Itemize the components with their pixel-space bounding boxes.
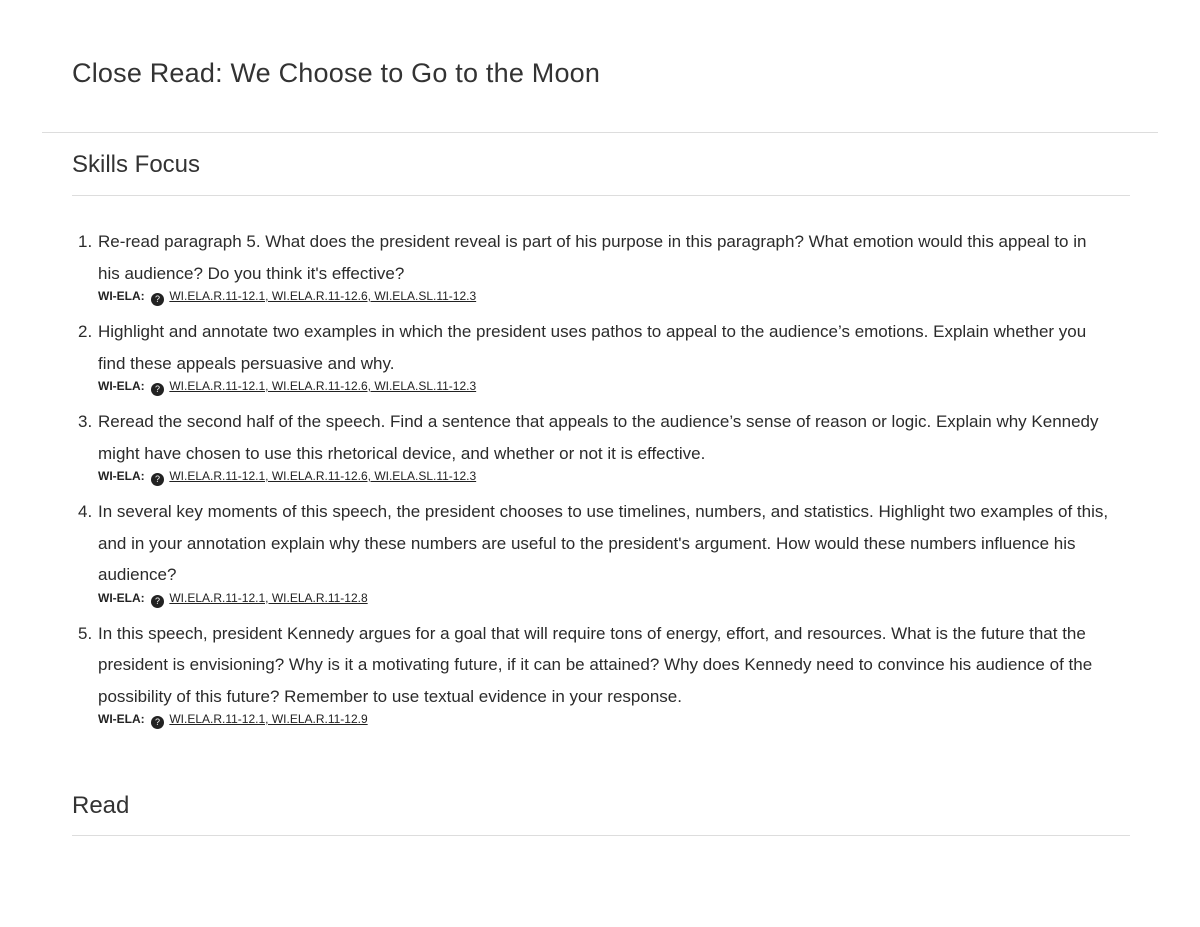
standards-link[interactable]: WI.ELA.R.11-12.1, WI.ELA.R.11-12.8 [169, 590, 368, 605]
question-number: 5. [78, 623, 93, 643]
standards-info-icon[interactable]: ? [151, 473, 164, 486]
standards-link[interactable]: WI.ELA.R.11-12.1, WI.ELA.R.11-12.6, WI.ELA.SL.11-12.3 [169, 469, 477, 483]
skills-focus-question-list [72, 226, 1112, 739]
standards-row [98, 468, 1112, 486]
question-number: 1. [78, 232, 93, 251]
standards-info-icon[interactable]: ? [151, 595, 164, 608]
question-number: 2. [78, 322, 93, 341]
skills-focus-divider [72, 195, 1130, 196]
question-item [72, 618, 1112, 730]
standards-info-icon[interactable]: ? [151, 293, 164, 306]
question-text: In several key moments of this speech, the president chooses to use timelines, numbers, and statistics. Highlight two examples of this, and in your annotation explain why these numbers are useful to the president's argument. How would these numbers influence his audience? [98, 502, 1109, 584]
skills-focus-heading: Skills Focus [72, 151, 201, 178]
standards-row [98, 288, 1112, 306]
question-item [72, 496, 1112, 608]
standards-label: WI-ELA: [98, 590, 145, 605]
standards-label: WI-ELA: [98, 469, 145, 483]
standards-link[interactable]: WI.ELA.R.11-12.1, WI.ELA.R.11-12.6, WI.ELA.SL.11-12.3 [169, 289, 477, 303]
question-text: Reread the second half of the speech. Find a sentence that appeals to the audience’s sense of reason or logic. Explain why Kennedy might have chosen to use this rhetorical device, and whether or not it is effective. [98, 412, 1099, 463]
standards-link[interactable]: WI.ELA.R.11-12.1, WI.ELA.R.11-12.6, WI.ELA.SL.11-12.3 [169, 379, 477, 393]
question-number: 4. [78, 502, 93, 521]
question-text: Highlight and annotate two examples in which the president uses pathos to appeal to the audience’s emotions. Explain whether you find these appeals persuasive and why. [98, 322, 1087, 373]
question-text: In this speech, president Kennedy argues for a goal that will require tons of energy, effort, and resources. What is the future that the president is envisioning? Why is it a motivating future, if it can be attained? Why does Kennedy need to convince his audience of the possibility of this future? Remember to use textual evidence in your response. [98, 623, 1093, 706]
standards-info-icon[interactable]: ? [151, 383, 164, 396]
standards-link[interactable]: WI.ELA.R.11-12.1, WI.ELA.R.11-12.9 [169, 712, 368, 726]
standards-row [98, 590, 1112, 608]
question-item [72, 316, 1112, 396]
title-divider [42, 132, 1158, 133]
standards-info-icon[interactable]: ? [151, 716, 164, 729]
question-item [72, 226, 1112, 306]
standards-label: WI-ELA: [98, 289, 145, 303]
standards-row [98, 378, 1112, 396]
page-title: Close Read: We Choose to Go to the Moon [72, 58, 601, 88]
question-text: Re-read paragraph 5. What does the president reveal is part of his purpose in this paragraph? What emotion would this appeal to in his audience? Do you think it's effective? [98, 232, 1087, 283]
read-divider [72, 835, 1130, 836]
standards-label: WI-ELA: [98, 712, 145, 726]
standards-label: WI-ELA: [98, 379, 145, 393]
question-number: 3. [78, 412, 93, 431]
read-heading: Read [72, 792, 130, 819]
question-item [72, 406, 1112, 486]
standards-row [98, 711, 1112, 729]
